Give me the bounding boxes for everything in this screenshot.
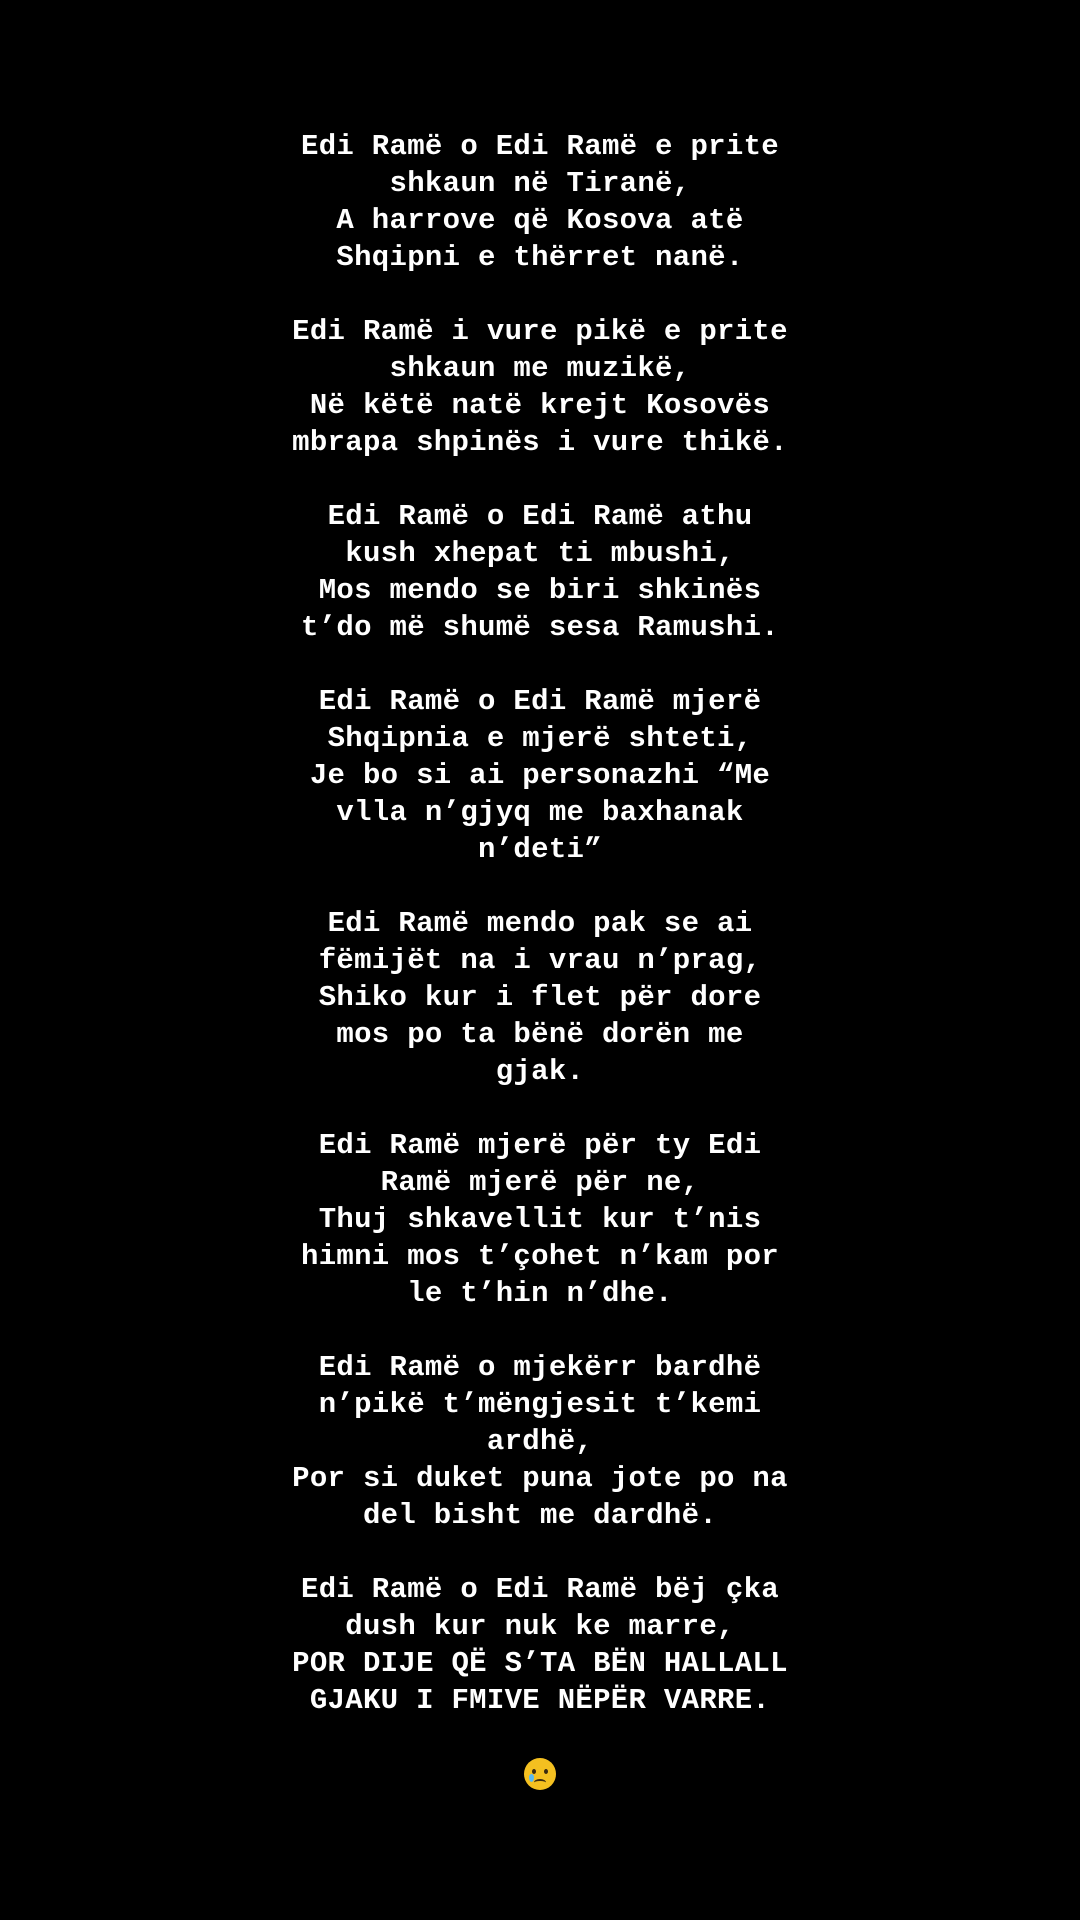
poem-line: fëmijët na i vrau n’prag, <box>318 944 762 977</box>
poem-line: ardhë, <box>486 1425 594 1458</box>
story-poem-text <box>0 128 1080 1756</box>
poem-line: Edi Ramë o Edi Ramë athu <box>327 500 753 533</box>
poem-stanza <box>0 905 1080 1090</box>
poem-line: le t’hin n’dhe. <box>407 1277 673 1310</box>
poem-line: Edi Ramë mjerë për ty Edi <box>318 1129 762 1162</box>
poem-line: del bisht me dardhë. <box>362 1499 718 1532</box>
poem-stanza <box>0 498 1080 646</box>
poem-line: Edi Ramë i vure pikë e prite <box>292 315 788 348</box>
poem-stanza <box>0 128 1080 276</box>
poem-line: mos po ta bënë dorën me <box>336 1018 744 1051</box>
poem-line: Edi Ramë o Edi Ramë bëj çka <box>301 1573 779 1606</box>
emoji-row <box>0 1752 1080 1792</box>
poem-stanza <box>0 1571 1080 1719</box>
poem-line: Je bo si ai personazhi “Me <box>309 759 771 792</box>
poem-line: Edi Ramë mendo pak se ai <box>327 907 753 940</box>
poem-line: Ramë mjerë për ne, <box>380 1166 700 1199</box>
poem-line: A harrove që Kosova atë <box>336 204 744 237</box>
poem-line: gjak. <box>495 1055 585 1088</box>
poem-line: Shqipni e thërret nanë. <box>336 241 744 274</box>
poem-stanza <box>0 313 1080 461</box>
poem-line: Edi Ramë o Edi Ramë e prite <box>301 130 779 163</box>
poem-line: Edi Ramë o mjekërr bardhë <box>318 1351 762 1384</box>
poem-line: Thuj shkavellit kur t’nis <box>318 1203 762 1236</box>
poem-line: GJAKU I FMIVE NËPËR VARRE. <box>309 1684 771 1717</box>
poem-line: Shiko kur i flet për dore <box>318 981 762 1014</box>
poem-line: shkaun në Tiranë, <box>389 167 691 200</box>
poem-line: t’do më shumë sesa Ramushi. <box>301 611 779 644</box>
poem-line: Mos mendo se biri shkinës <box>318 574 762 607</box>
poem-line: Por si duket puna jote po na <box>292 1462 788 1495</box>
poem-line: shkaun me muzikë, <box>389 352 691 385</box>
poem-stanza <box>0 1127 1080 1312</box>
crying-face-icon <box>524 1758 556 1790</box>
poem-line: himni mos t’çohet n’kam por <box>301 1240 779 1273</box>
poem-line: Në këtë natë krejt Kosovës <box>309 389 771 422</box>
poem-line: Edi Ramë o Edi Ramë mjerë <box>318 685 762 718</box>
poem-line: n’deti” <box>478 833 602 866</box>
poem-line: kush xhepat ti mbushi, <box>345 537 735 570</box>
poem-stanza <box>0 683 1080 868</box>
poem-line: POR DIJE QË S’TA BËN HALLALL <box>292 1647 788 1680</box>
poem-stanza <box>0 1349 1080 1534</box>
poem-line: vlla n’gjyq me baxhanak <box>336 796 744 829</box>
poem-line: mbrapa shpinës i vure thikë. <box>292 426 788 459</box>
poem-line: n’pikë t’mëngjesit t’kemi <box>318 1388 762 1421</box>
poem-line: Shqipnia e mjerë shteti, <box>327 722 753 755</box>
poem-line: dush kur nuk ke marre, <box>345 1610 735 1643</box>
